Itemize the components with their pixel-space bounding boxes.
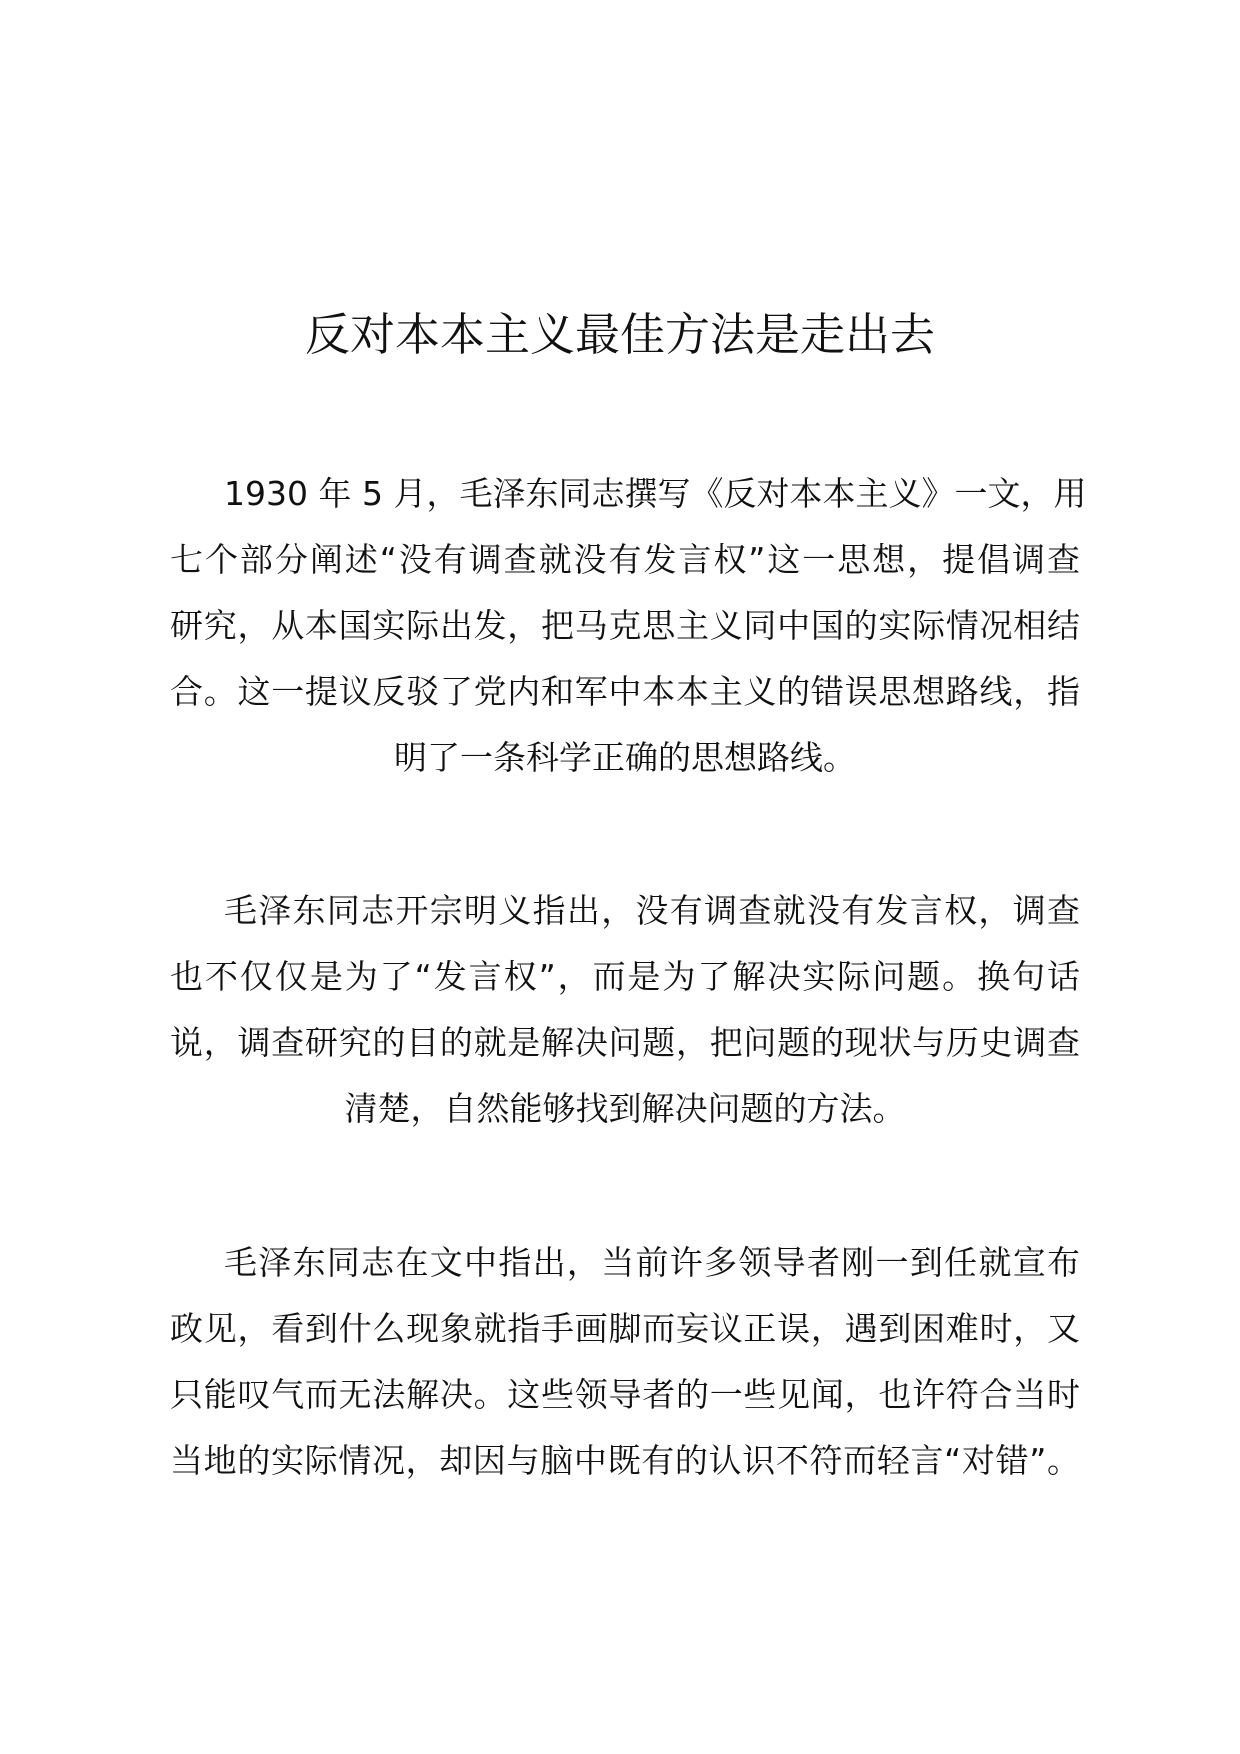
document-title: 反对本本主义最佳方法是走出去: [304, 308, 935, 361]
paragraph-line: 说，调查研究的目的就是解决问题，把问题的现状与历史调查: [170, 1023, 1080, 1062]
paragraph-line: 当地的实际情况，却因与脑中既有的认识不符而轻言“对错”。: [170, 1441, 1080, 1480]
paragraph-2: [170, 878, 1080, 1142]
paragraph-line: 政见，看到什么现象就指手画脚而妄议正误，遇到困难时，又: [170, 1309, 1080, 1348]
paragraph-line: 毛泽东同志在文中指出，当前许多领导者刚一到任就宣布: [224, 1243, 1080, 1282]
paragraph-line: 合。这一提议反驳了党内和军中本本主义的错误思想路线，指: [170, 672, 1080, 711]
paragraph-line: 1930 年 5 月，毛泽东同志撰写《反对本本主义》一文，用: [224, 474, 1087, 513]
paragraph-line: 研究，从本国实际出发，把马克思主义同中国的实际情况相结: [170, 606, 1080, 645]
paragraph-line: 清楚，自然能够找到解决问题的方法。: [344, 1089, 906, 1128]
paragraph-3: [170, 1230, 1080, 1494]
paragraph-line: 毛泽东同志开宗明义指出，没有调查就没有发言权，调查: [224, 891, 1080, 930]
paragraph-line: 也不仅仅是为了“发言权”，而是为了解决实际问题。换句话: [170, 957, 1080, 996]
paragraph-line: 只能叹气而无法解决。这些领导者的一些见闻，也许符合当时: [170, 1375, 1080, 1414]
paragraph-1: [170, 461, 1087, 791]
paragraph-line: 七个部分阐述“没有调查就没有发言权”这一思想，提倡调查: [170, 540, 1080, 579]
paragraph-line: 明了一条科学正确的思想路线。: [394, 738, 856, 777]
